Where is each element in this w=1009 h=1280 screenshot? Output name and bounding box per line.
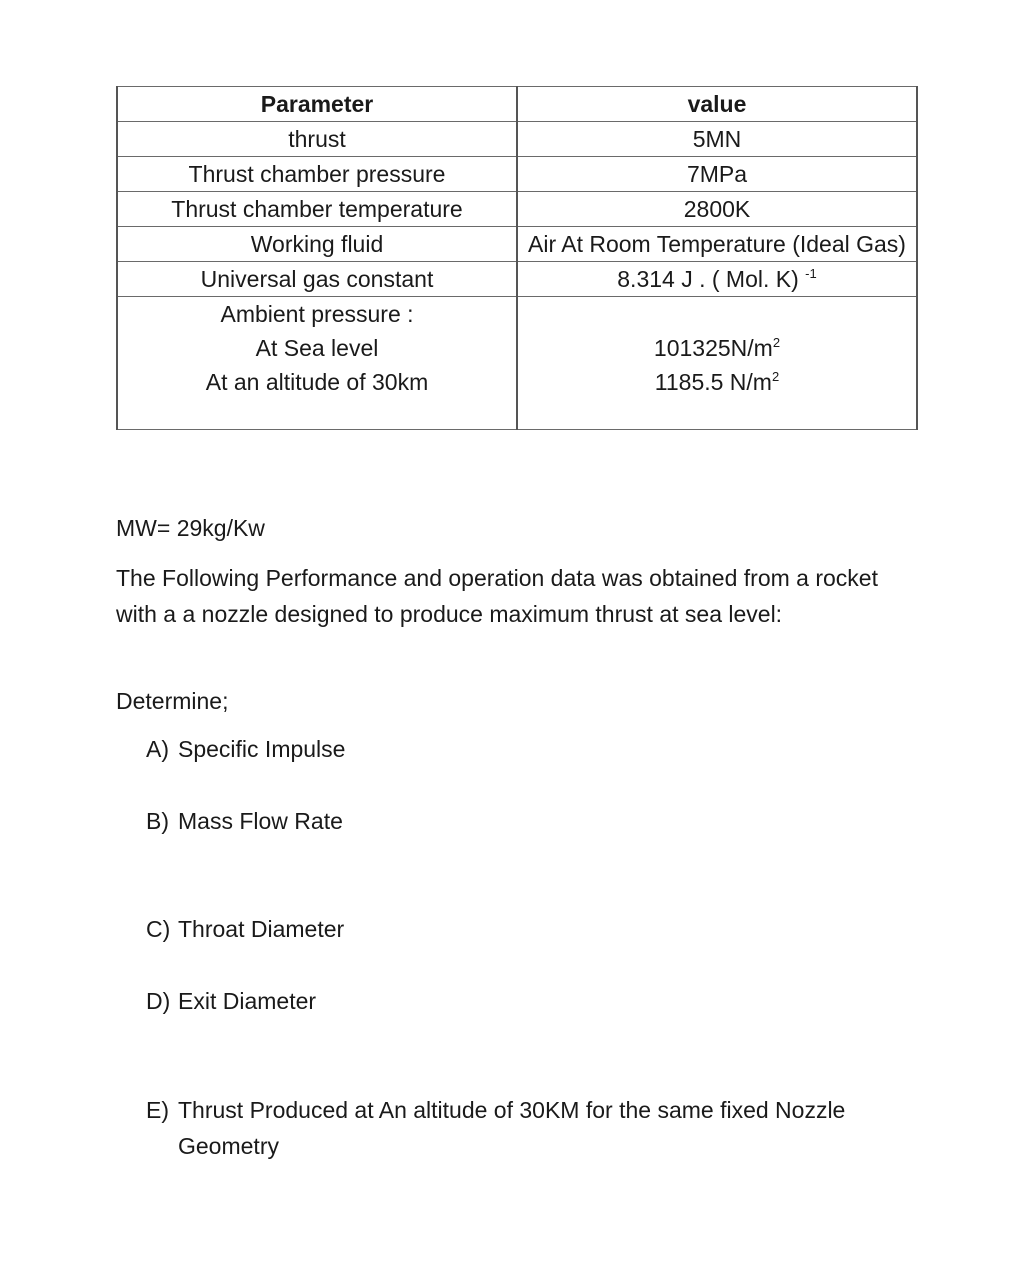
question-d: D) Exit Diameter <box>146 988 317 1014</box>
intro-paragraph: The Following Performance and operation data was obtained from a rocket with a a nozzle designed to produce maximum thrust at sea level: <box>116 565 878 627</box>
gas-constant-value: 8.314 J . ( Mol. K) <box>617 266 799 292</box>
value-cell: 5MN <box>517 122 917 157</box>
header-parameter: Parameter <box>117 87 517 122</box>
table-row <box>117 122 917 157</box>
param-cell: Working fluid <box>117 227 517 262</box>
value-cell <box>517 262 917 297</box>
param-cell: thrust <box>117 122 517 157</box>
param-cell: Thrust chamber pressure <box>117 157 517 192</box>
gas-constant-exponent: -1 <box>805 266 817 281</box>
table-row <box>117 192 917 227</box>
parameter-table <box>116 86 918 430</box>
table-row <box>117 157 917 192</box>
value-cell: 7MPa <box>517 157 917 192</box>
sea-level-pressure: $101325N/m^2$ <box>653 335 781 361</box>
param-cell <box>117 297 517 430</box>
determine-heading: Determine; <box>116 688 229 714</box>
sea-level-label: At Sea level <box>255 335 379 361</box>
table-row <box>117 227 917 262</box>
value-cell <box>517 297 917 430</box>
header-value: value <box>517 87 917 122</box>
question-a: A) Specific Impulse <box>146 736 346 762</box>
value-cell: 2800K <box>517 192 917 227</box>
table-row <box>117 262 917 297</box>
value-cell: Air At Room Temperature (Ideal Gas) <box>517 227 917 262</box>
ambient-title: Ambient pressure : <box>220 301 414 327</box>
param-cell: Thrust chamber temperature <box>117 192 517 227</box>
table-header-row <box>117 87 917 122</box>
question-c: C) Throat Diameter <box>146 916 345 942</box>
table-row-ambient <box>117 297 917 430</box>
question-b: B) Mass Flow Rate <box>146 808 343 834</box>
altitude-pressure: 1185.5 $N/m^2$ <box>654 369 780 395</box>
altitude-label: At an altitude of 30km <box>205 369 429 395</box>
param-cell: Universal gas constant <box>117 262 517 297</box>
molecular-weight-line: MW= 29kg/Kw <box>116 515 265 541</box>
question-e: E) Thrust Produced at An altitude of 30KM for the same fixed Nozzle Geometry <box>146 1097 846 1159</box>
